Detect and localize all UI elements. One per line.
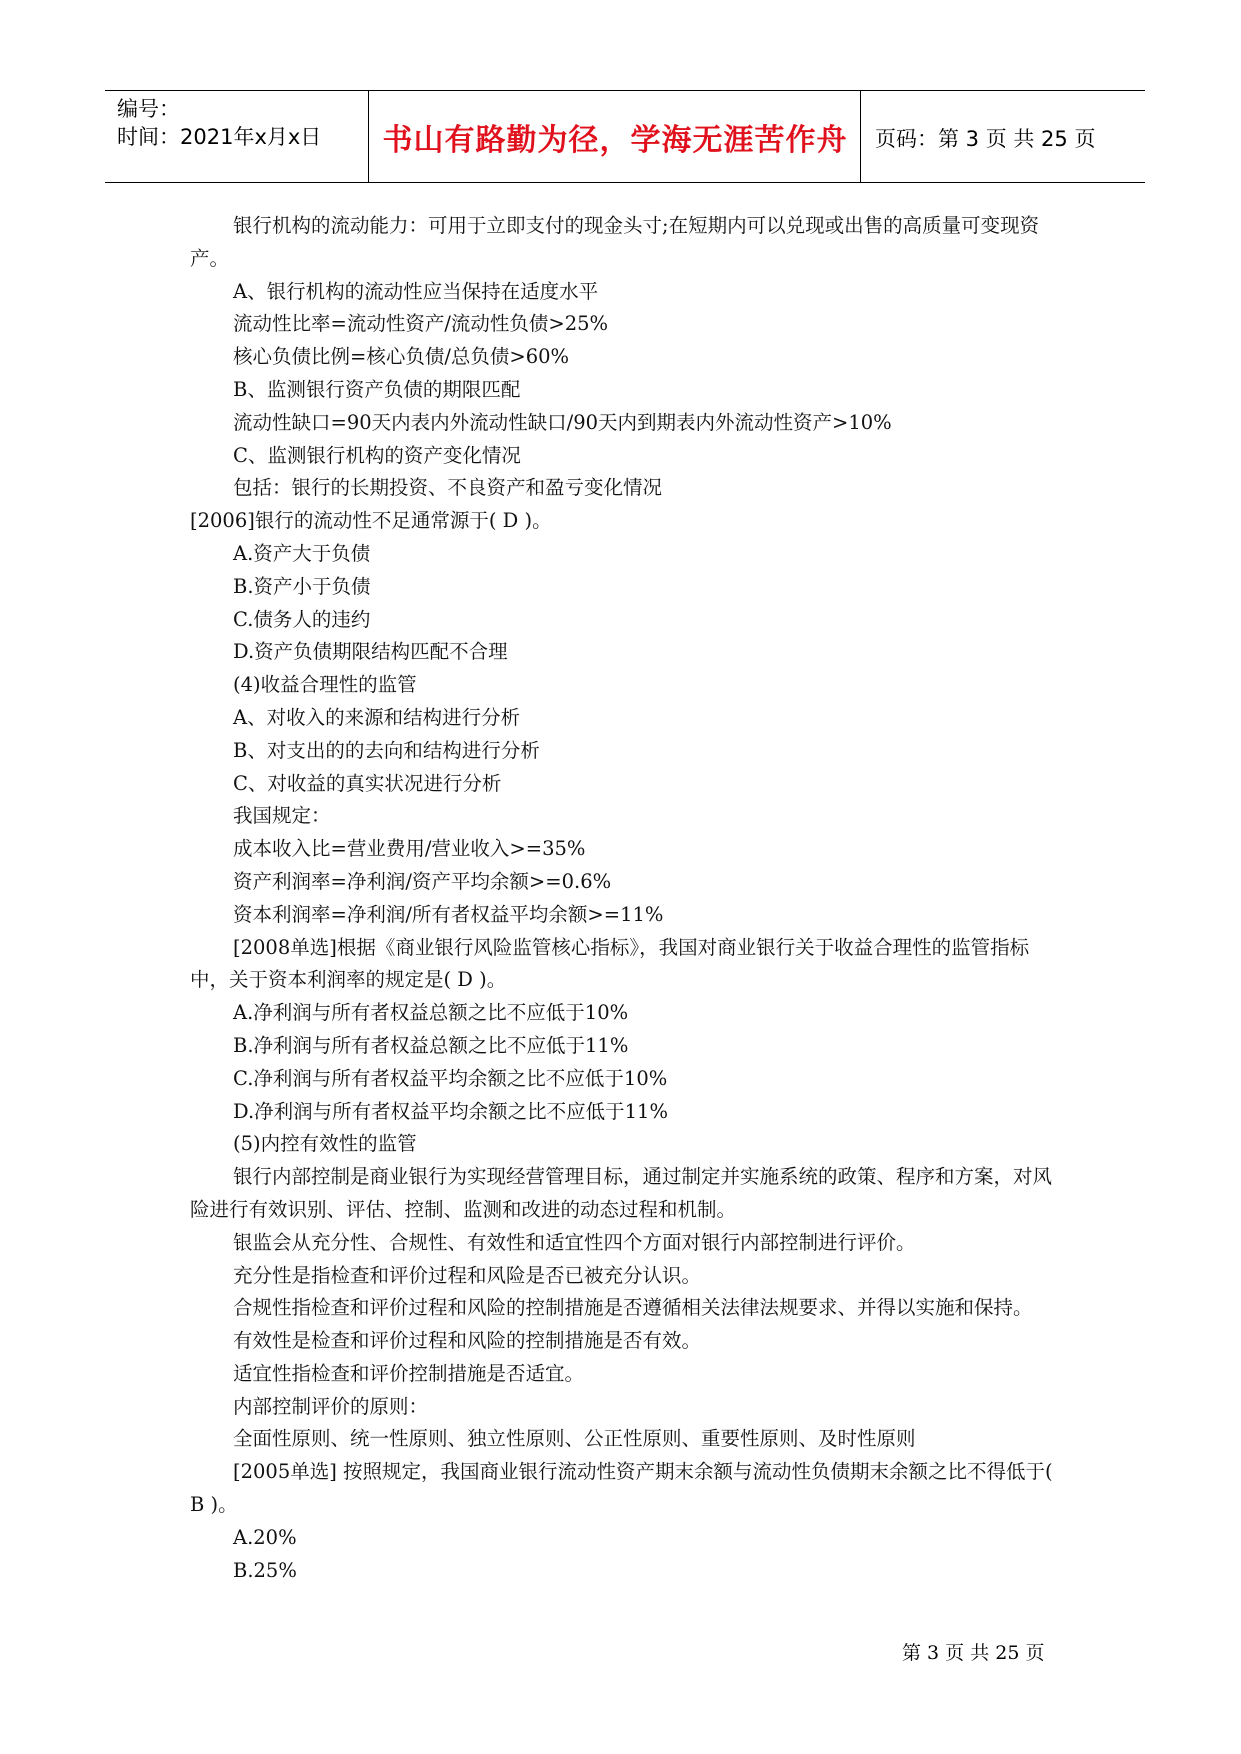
header-motto: 书山有路勤为径，学海无涯苦作舟	[382, 123, 848, 158]
body-paragraph: [2008单选]根据《商业银行风险监管核心指标》，我国对商业银行关于收益合理性的监管指标中，关于资本利润率的规定是( D )。	[190, 935, 1030, 992]
document-time-label: 时间：2021年x月x日	[117, 125, 322, 149]
body-paragraph: 资本利润率=净利润/所有者权益平均余额>=11%	[233, 902, 664, 926]
body-paragraph: D.资产负债期限结构匹配不合理	[233, 640, 508, 664]
body-paragraph: 流动性比率=流动性资产/流动性负债>25%	[233, 312, 609, 336]
header-meta	[117, 91, 367, 182]
body-paragraph: A.20%	[233, 1525, 297, 1549]
body-paragraph: A、对收入的来源和结构进行分析	[233, 705, 521, 729]
body-paragraph: C、对收益的真实状况进行分析	[233, 771, 502, 795]
body-paragraph: A.资产大于负债	[233, 541, 371, 565]
header-divider	[368, 91, 369, 182]
body-paragraph: [2005单选] 按照规定，我国商业银行流动性资产期末余额与流动性负债期末余额之比不得低于( B )。	[190, 1460, 1053, 1517]
body-paragraph: 流动性缺口=90天内表内外流动性缺口/90天内到期表内外流动性资产>10%	[233, 410, 892, 434]
body-paragraph: 银行机构的流动能力：可用于立即支付的现金头寸;在短期内可以兑现或出售的高质量可变现资产。	[190, 214, 1040, 270]
header-divider	[860, 91, 861, 182]
body-paragraph: 适宜性指检查和评价控制措施是否适宜。	[233, 1361, 585, 1385]
body-paragraph: 银行内部控制是商业银行为实现经营管理目标，通过制定并实施系统的政策、程序和方案，对风险进行有效识别、评估、控制、监测和改进的动态过程和机制。	[190, 1165, 1053, 1221]
body-paragraph: B.资产小于负债	[233, 574, 371, 598]
body-paragraph: [2006]银行的流动性不足通常源于( D )。	[190, 509, 552, 533]
body-paragraph: C、监测银行机构的资产变化情况	[233, 443, 521, 467]
body-paragraph: 我国规定：	[233, 804, 331, 828]
body-paragraph: 有效性是检查和评价过程和风险的控制措施是否有效。	[233, 1329, 702, 1353]
body-paragraph: (5)内控有效性的监管	[233, 1132, 417, 1156]
header-page-info: 页码：第 3 页 共 25 页	[875, 127, 1096, 151]
body-paragraph: A.净利润与所有者权益总额之比不应低于10%	[233, 1001, 629, 1025]
body-paragraph: 核心负债比例=核心负债/总负债>60%	[233, 345, 570, 369]
document-body	[190, 210, 1060, 1587]
body-paragraph: B.净利润与所有者权益总额之比不应低于11%	[233, 1033, 629, 1057]
body-paragraph: 合规性指检查和评价过程和风险的控制措施是否遵循相关法律法规要求、并得以实施和保持。	[233, 1296, 1033, 1320]
page-header	[105, 90, 1145, 183]
body-paragraph: 成本收入比=营业费用/营业收入>=35%	[233, 837, 586, 861]
body-paragraph: C.净利润与所有者权益平均余额之比不应低于10%	[233, 1066, 668, 1090]
body-paragraph: 全面性原则、统一性原则、独立性原则、公正性原则、重要性原则、及时性原则	[233, 1427, 916, 1451]
body-paragraph: B、监测银行资产负债的期限匹配	[233, 377, 521, 401]
body-paragraph: 充分性是指检查和评价过程和风险是否已被充分认识。	[233, 1263, 702, 1287]
document-number-label: 编号：	[117, 97, 180, 121]
body-paragraph: B、对支出的的去向和结构进行分析	[233, 738, 540, 762]
body-paragraph: 银监会从充分性、合规性、有效性和适宜性四个方面对银行内部控制进行评价。	[233, 1230, 916, 1254]
body-paragraph: 包括：银行的长期投资、不良资产和盈亏变化情况	[233, 476, 663, 500]
body-paragraph: 资产利润率=净利润/资产平均余额>=0.6%	[233, 869, 612, 893]
body-paragraph: A、银行机构的流动性应当保持在适度水平	[233, 279, 599, 303]
body-paragraph: B.25%	[233, 1558, 297, 1582]
body-paragraph: (4)收益合理性的监管	[233, 673, 417, 697]
body-paragraph: D.净利润与所有者权益平均余额之比不应低于11%	[233, 1099, 668, 1123]
body-paragraph: C.债务人的违约	[233, 607, 371, 631]
page-footer: 第 3 页 共 25 页	[902, 1642, 1045, 1664]
body-paragraph: 内部控制评价的原则：	[233, 1394, 429, 1418]
